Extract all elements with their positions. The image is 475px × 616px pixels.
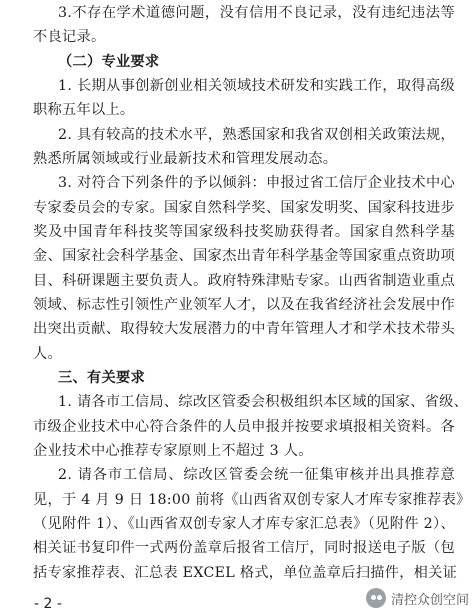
page-number: - 2 - [34,596,62,612]
text-line: 3. 对符合下列条件的予以倾斜：申报过省工信厅企业技术中心 [58,175,455,191]
text-line: 奖及中国青年科技奖等国家级科技奖励获得者。国家自然科学基 [33,224,455,240]
text-line: 金、国家社会科学基金、国家杰出青年科学基金等国家重点资助项 [33,248,455,264]
section-heading: （二）专业要求 [58,54,160,70]
text-line: 相关证书复印件一式两份盖章后报省工信厅，同时报送电子版（包 [33,540,455,556]
text-line: 企业技术中心推荐专家原则上不超过 3 人。 [33,443,313,459]
text-line: （见附件 1）、《山西省双创专家人才库专家汇总表》（见附件 2）、 [33,516,455,532]
text-line: 1. 长期从事创新创业相关领域技术研发和实践工作，取得高级 [58,78,455,94]
wechat-icon [366,588,386,608]
text-line: 括专家推荐表、汇总表 EXCEL 格式，单位盖章后扫描件，相关证 [33,565,458,581]
text-line: 2. 具有较高的技术水平，熟悉国家和我省双创相关政策法规， [58,127,455,143]
text-line: 出突出贡献、取得较大发展潜力的中青年管理人才和学术技术带头 [33,321,455,337]
text-line: 1. 请各市工信局、综改区管委会积极组织本区域的国家、省级、 [58,394,469,410]
section-heading: 三、有关要求 [58,370,145,386]
text-line: 3.不存在学术道德问题，没有信用不良记录，没有违纪违法等 [58,5,455,21]
text-line: 人。 [33,346,62,362]
watermark [366,586,469,610]
text-line: 专家委员会的专家。国家自然科学奖、国家发明奖、国家科技进步 [33,200,455,216]
text-line: 职称五年以上。 [33,102,135,118]
watermark-text: 清控众创空间 [390,592,469,608]
text-line: 目、科研课题主要负责人。政府特殊津贴专家。山西省制造业重点 [33,273,455,289]
text-line: 市级企业技术中心符合条件的人员申报并按要求填报相关资料。各 [33,419,455,435]
text-line: 领域、标志性引领性产业领军人才，以及在我省经济社会发展中作 [33,297,455,313]
text-line: 熟悉所属领域或行业最新技术和管理发展动态。 [33,151,338,167]
text-line: 2. 请各市工信局、综改区管委会统一征集审核并出具推荐意 [58,467,455,483]
text-line: 见，于 4 月 9 日 18:00 前将《山西省双创专家人才库专家推荐表》 [33,492,471,508]
text-line: 不良记录。 [33,29,106,45]
